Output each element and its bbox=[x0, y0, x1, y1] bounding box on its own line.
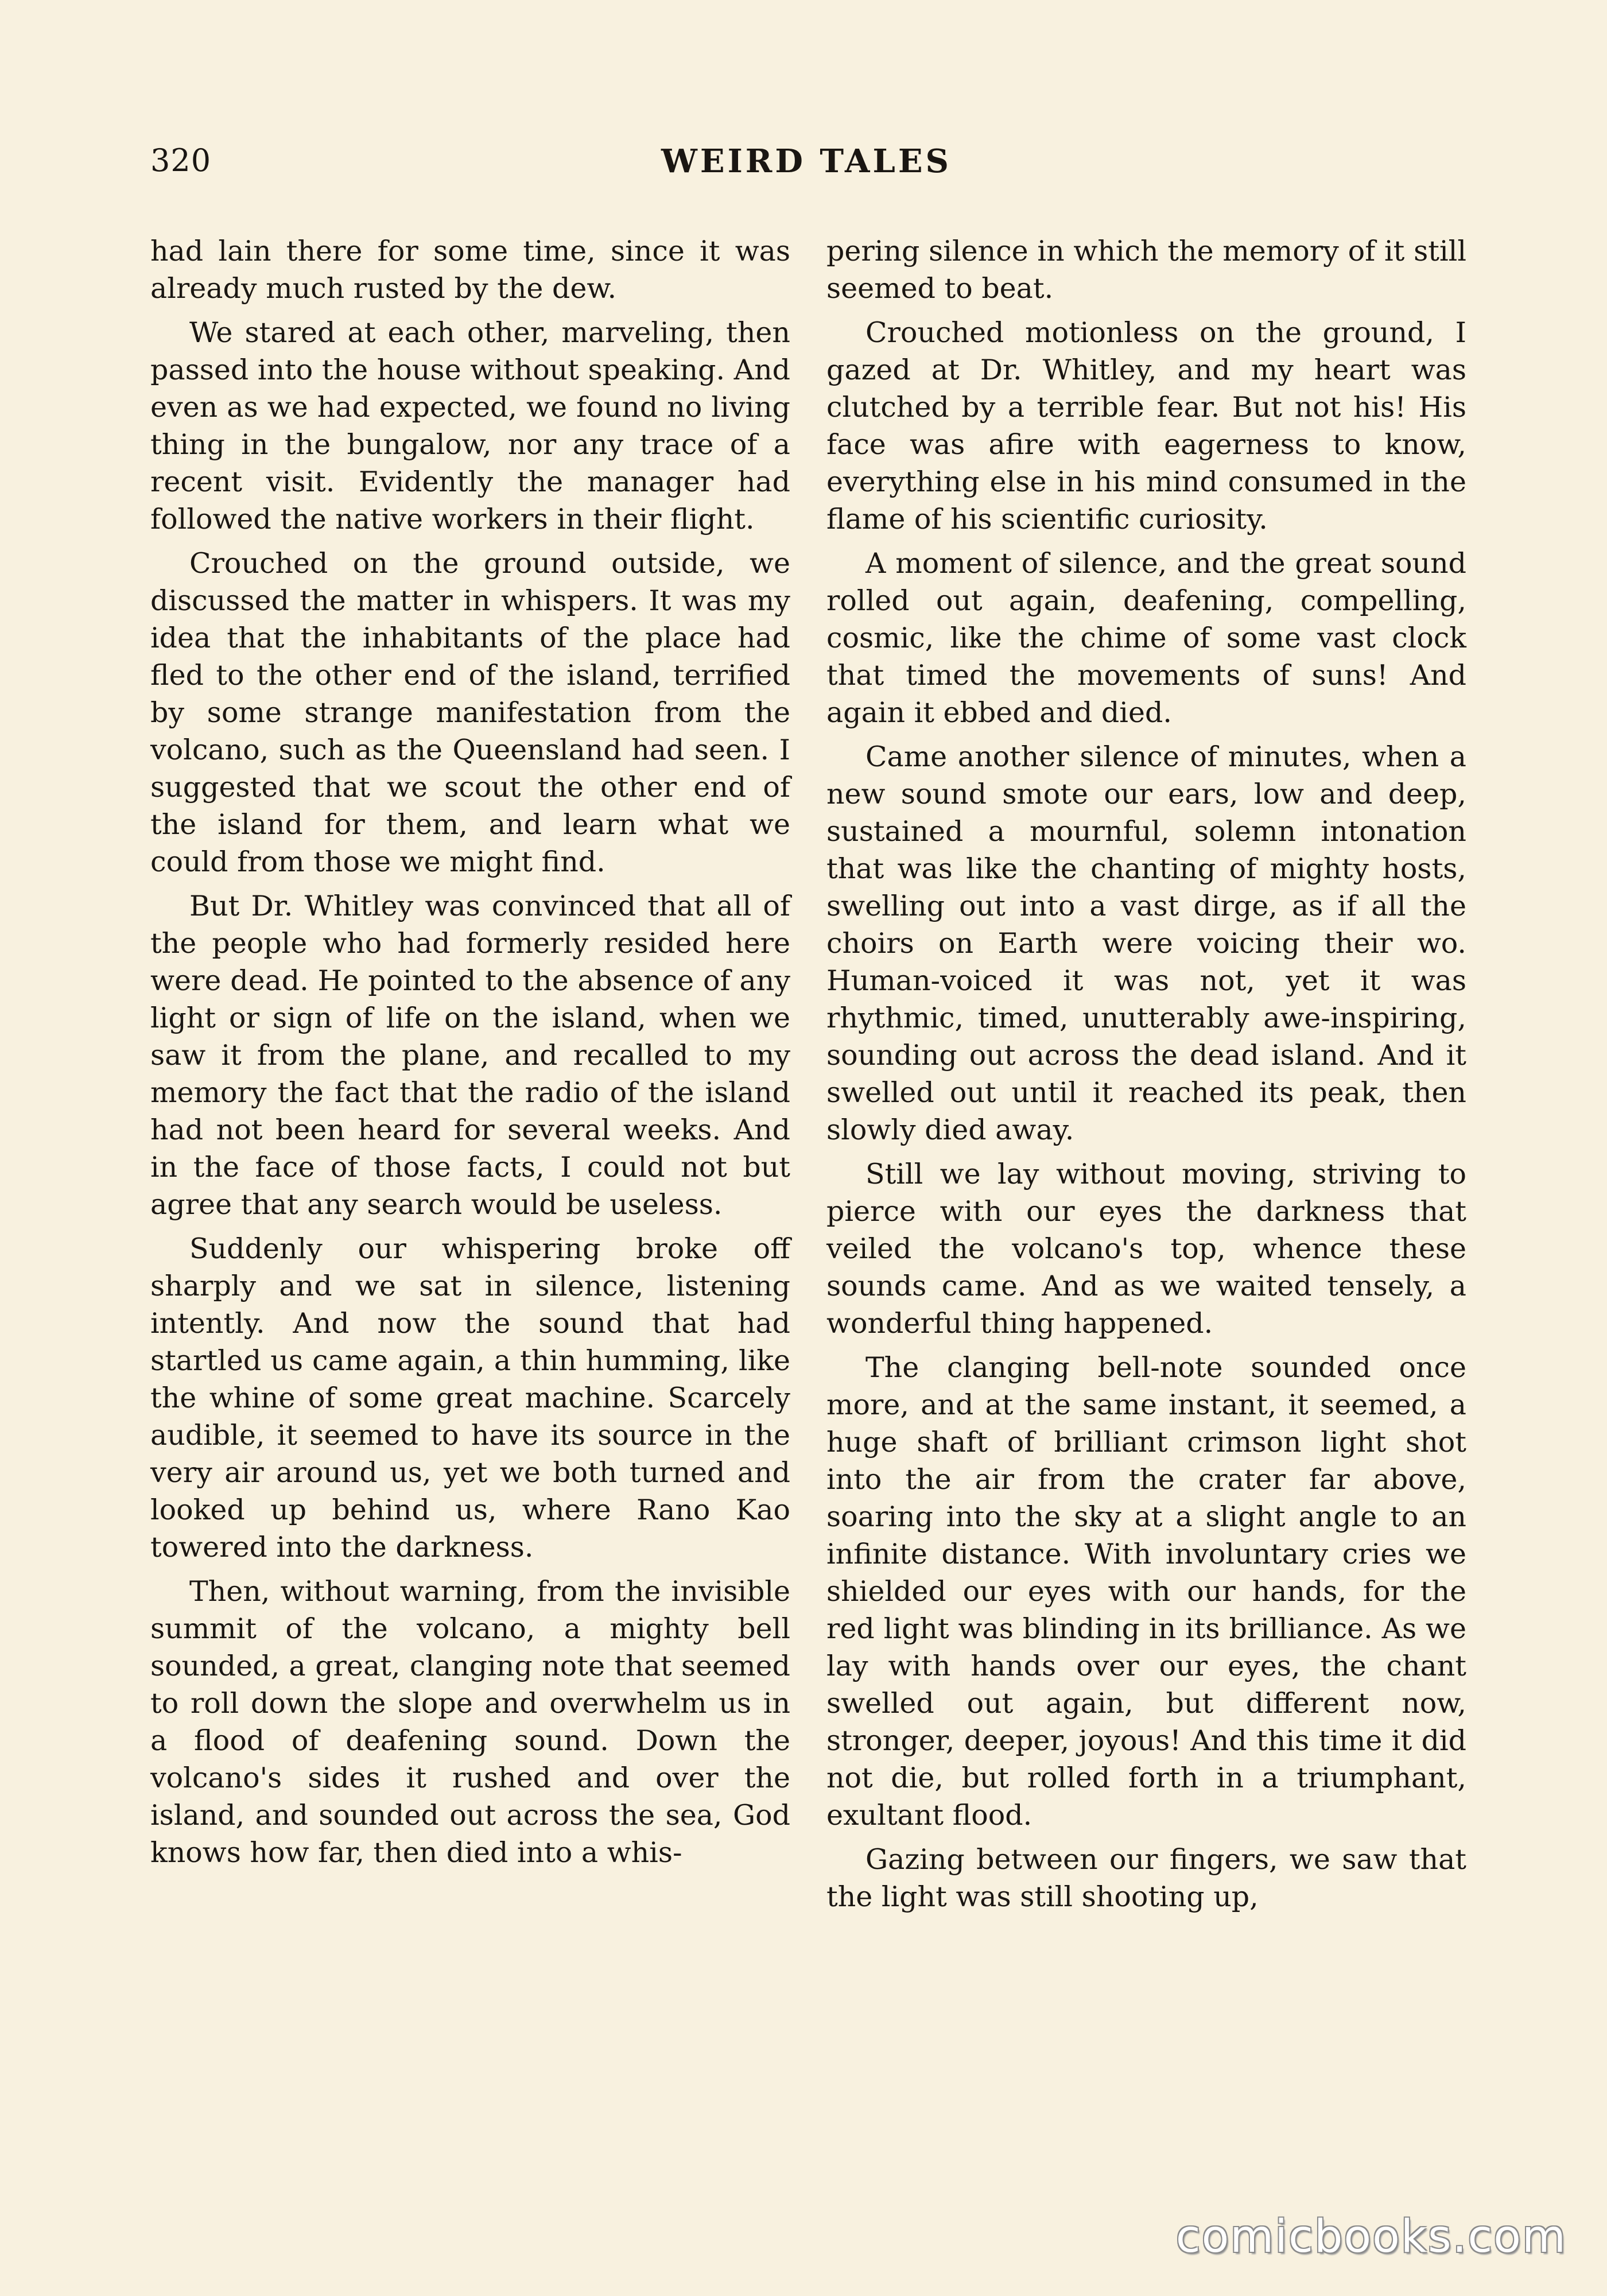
paragraph: Then, without warning, from the invisible summit of the volcano, a mighty bell sounded, a great, clanging note that seemed to roll down the slope and overwhelm us in a flood of deafening sound. Down the volcano's sides it rushed and over the island, and sounded out across the sea, God knows how far, then died into a whis- bbox=[150, 1575, 790, 1869]
paragraph: Suddenly our whispering broke off sharply and we sat in silence, listening intently. And now the sound that had startled us came again, a thin humming, like the whine of some great machine. Scarcely audible, it seemed to have its source in the very air around us, yet we both turned and looked up behind us, where Rano Kao towered into the darkness. bbox=[150, 1232, 790, 1564]
paragraph: Came another silence of minutes, when a new sound smote our ears, low and deep, sustained a mournful, solemn intonation that was like the chanting of mighty hosts, swelling out into a vast dirge, as if all the choirs on Earth were voicing their wo. Human-voiced it was not, yet it was rhythmic, timed, unutterably awe-inspiring, sounding out across the dead island. And it swelled out until it reached its peak, then slowly died away. bbox=[826, 740, 1466, 1146]
paragraph: pering silence in which the memory of it still seemed to beat. bbox=[826, 235, 1466, 305]
paragraph: But Dr. Whitley was convinced that all of the people who had formerly resided here were dead. He pointed to the absence of any light or sign of life on the island, when we saw it from the plane, and recalled to my memory the fact that the radio of the island had not been heard for several weeks. And in the face of those facts, I could not but agree that any search would be useless. bbox=[150, 890, 790, 1221]
paragraph: Still we lay without moving, striving to pierce with our eyes the darkness that veiled the volcano's top, whence these sounds came. And as we waited tensely, a wonderful thing happened. bbox=[826, 1158, 1466, 1340]
watermark: comicbooks.com bbox=[1175, 2211, 1567, 2263]
paragraph: A moment of silence, and the great sound rolled out again, deafening, compelling, cosmic, like the chime of some vast clock that timed the movements of suns! And again it ebbed and died. bbox=[826, 547, 1466, 729]
paragraph: Crouched on the ground outside, we discussed the matter in whispers. It was my idea that the inhabitants of the place had fled to the other end of the island, terrified by some strange manifestation from the volcano, such as the Queensland had seen. I suggested that we scout the other end of the island for them, and learn what we could from those we might find. bbox=[150, 547, 790, 878]
paragraph: We stared at each other, marveling, then passed into the house without speaking. And even as we had expected, we found no living thing in the bungalow, nor any trace of a recent visit. Evidently the manager had followed the native workers in their flight. bbox=[150, 316, 790, 536]
right-column bbox=[826, 232, 1466, 1922]
left-column bbox=[150, 232, 790, 1878]
paragraph: The clanging bell-note sounded once more, and at the same instant, it seemed, a huge shaft of brilliant crimson light shot into the air from the crater far above, soaring into the sky at a slight angle to an infinite distance. With involuntary cries we shielded our eyes with our hands, for the red light was blinding in its brilliance. As we lay with hands over our eyes, the chant swelled out again, but different now, stronger, deeper, joyous! And this time it did not die, but rolled forth in a triumphant, exultant flood. bbox=[826, 1351, 1466, 1832]
page-number: 320 bbox=[150, 142, 212, 179]
running-head: WEIRD TALES bbox=[661, 142, 952, 180]
paragraph: had lain there for some time, since it was already much rusted by the dew. bbox=[150, 235, 790, 305]
page-header bbox=[150, 142, 1462, 188]
paragraph: Gazing between our fingers, we saw that the light was still shooting up, bbox=[826, 1843, 1466, 1913]
paragraph: Crouched motionless on the ground, I gazed at Dr. Whitley, and my heart was clutched by a terrible fear. But not his! His face was afire with eagerness to know, everything else in his mind consumed in the flame of his scientific curiosity. bbox=[826, 316, 1466, 536]
